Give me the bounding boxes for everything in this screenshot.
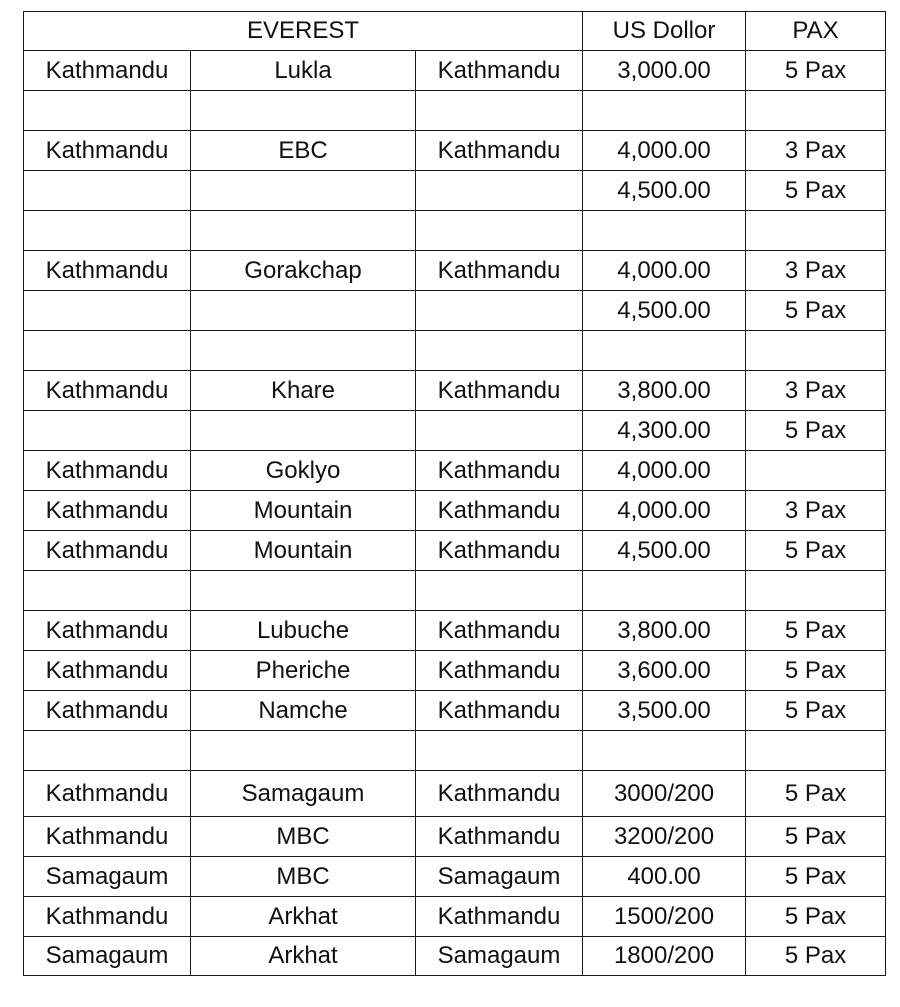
pax-cell <box>746 731 886 771</box>
price-cell: 4,000.00 <box>583 491 746 531</box>
to-cell: Kathmandu <box>416 531 583 571</box>
destination-cell: Gorakchap <box>191 251 416 291</box>
from-cell: Kathmandu <box>24 451 191 491</box>
from-cell: Kathmandu <box>24 371 191 411</box>
pax-cell: 3 Pax <box>746 251 886 291</box>
destination-cell <box>191 211 416 251</box>
to-cell: Kathmandu <box>416 771 583 817</box>
pax-cell: 5 Pax <box>746 531 886 571</box>
destination-cell <box>191 91 416 131</box>
price-cell: 1500/200 <box>583 897 746 937</box>
table-row <box>24 371 886 411</box>
to-cell: Samagaum <box>416 857 583 897</box>
to-cell: Samagaum <box>416 937 583 976</box>
destination-cell: EBC <box>191 131 416 171</box>
header-row <box>24 12 886 51</box>
price-cell: 3,800.00 <box>583 371 746 411</box>
price-cell <box>583 91 746 131</box>
to-cell: Kathmandu <box>416 251 583 291</box>
from-cell: Kathmandu <box>24 491 191 531</box>
to-cell <box>416 331 583 371</box>
from-cell <box>24 331 191 371</box>
pax-cell: 5 Pax <box>746 171 886 211</box>
to-cell: Kathmandu <box>416 131 583 171</box>
table-row <box>24 771 886 817</box>
price-header: US Dollor <box>583 12 746 51</box>
price-cell: 3,600.00 <box>583 651 746 691</box>
from-cell <box>24 171 191 211</box>
from-cell <box>24 411 191 451</box>
helicopter-fare-table <box>23 11 886 976</box>
to-cell <box>416 571 583 611</box>
price-cell: 4,500.00 <box>583 291 746 331</box>
price-cell: 4,500.00 <box>583 531 746 571</box>
table-row <box>24 411 886 451</box>
pax-cell: 5 Pax <box>746 817 886 857</box>
table-row <box>24 131 886 171</box>
destination-cell: Khare <box>191 371 416 411</box>
to-cell: Kathmandu <box>416 51 583 91</box>
pax-cell: 3 Pax <box>746 131 886 171</box>
table-row <box>24 171 886 211</box>
table-row <box>24 91 886 131</box>
to-cell: Kathmandu <box>416 817 583 857</box>
pax-cell: 5 Pax <box>746 691 886 731</box>
destination-cell: Mountain <box>191 531 416 571</box>
table-row <box>24 611 886 651</box>
to-cell <box>416 411 583 451</box>
pax-cell: 3 Pax <box>746 491 886 531</box>
price-cell: 4,000.00 <box>583 451 746 491</box>
from-cell <box>24 291 191 331</box>
from-cell: Kathmandu <box>24 131 191 171</box>
price-cell: 4,300.00 <box>583 411 746 451</box>
to-cell <box>416 171 583 211</box>
from-cell <box>24 91 191 131</box>
price-cell: 1800/200 <box>583 937 746 976</box>
destination-cell: MBC <box>191 817 416 857</box>
to-cell <box>416 211 583 251</box>
price-cell: 4,000.00 <box>583 131 746 171</box>
table-row <box>24 817 886 857</box>
from-cell: Kathmandu <box>24 531 191 571</box>
destination-cell <box>191 331 416 371</box>
to-cell <box>416 91 583 131</box>
to-cell: Kathmandu <box>416 897 583 937</box>
from-cell: Kathmandu <box>24 251 191 291</box>
pax-cell: 5 Pax <box>746 771 886 817</box>
destination-cell <box>191 411 416 451</box>
pax-cell <box>746 331 886 371</box>
from-cell: Kathmandu <box>24 897 191 937</box>
price-cell <box>583 211 746 251</box>
destination-cell: Arkhat <box>191 937 416 976</box>
from-cell: Kathmandu <box>24 691 191 731</box>
from-cell: Kathmandu <box>24 651 191 691</box>
destination-cell: Lukla <box>191 51 416 91</box>
price-cell: 3,500.00 <box>583 691 746 731</box>
from-cell <box>24 571 191 611</box>
destination-cell <box>191 171 416 211</box>
pax-header: PAX <box>746 12 886 51</box>
pax-cell: 5 Pax <box>746 411 886 451</box>
destination-cell: Pheriche <box>191 651 416 691</box>
from-cell <box>24 731 191 771</box>
table-row <box>24 51 886 91</box>
to-cell: Kathmandu <box>416 451 583 491</box>
pax-cell: 5 Pax <box>746 651 886 691</box>
destination-cell: Lubuche <box>191 611 416 651</box>
table-row <box>24 937 886 976</box>
fare-table-body <box>24 12 886 976</box>
pax-cell <box>746 211 886 251</box>
from-cell <box>24 211 191 251</box>
table-row <box>24 291 886 331</box>
price-cell <box>583 331 746 371</box>
price-cell: 400.00 <box>583 857 746 897</box>
to-cell <box>416 291 583 331</box>
table-row <box>24 251 886 291</box>
table-row <box>24 331 886 371</box>
table-row <box>24 451 886 491</box>
pax-cell: 5 Pax <box>746 291 886 331</box>
pax-cell <box>746 91 886 131</box>
pax-cell: 5 Pax <box>746 937 886 976</box>
destination-cell: Namche <box>191 691 416 731</box>
table-row <box>24 211 886 251</box>
pax-cell: 5 Pax <box>746 611 886 651</box>
table-row <box>24 857 886 897</box>
destination-cell: MBC <box>191 857 416 897</box>
table-row <box>24 691 886 731</box>
destination-cell: Arkhat <box>191 897 416 937</box>
table-row <box>24 651 886 691</box>
destination-cell: Samagaum <box>191 771 416 817</box>
from-cell: Kathmandu <box>24 51 191 91</box>
to-cell: Kathmandu <box>416 691 583 731</box>
table-row <box>24 531 886 571</box>
pax-cell: 5 Pax <box>746 897 886 937</box>
price-cell: 3000/200 <box>583 771 746 817</box>
pax-cell: 5 Pax <box>746 51 886 91</box>
destination-cell: Mountain <box>191 491 416 531</box>
from-cell: Kathmandu <box>24 771 191 817</box>
table-row <box>24 571 886 611</box>
price-cell: 4,500.00 <box>583 171 746 211</box>
price-cell <box>583 571 746 611</box>
from-cell: Samagaum <box>24 937 191 976</box>
to-cell: Kathmandu <box>416 651 583 691</box>
pax-cell: 5 Pax <box>746 857 886 897</box>
to-cell: Kathmandu <box>416 371 583 411</box>
price-cell: 3200/200 <box>583 817 746 857</box>
destination-cell: Goklyo <box>191 451 416 491</box>
destination-cell <box>191 291 416 331</box>
to-cell <box>416 731 583 771</box>
table-row <box>24 897 886 937</box>
price-cell: 3,000.00 <box>583 51 746 91</box>
price-cell <box>583 731 746 771</box>
table-row <box>24 491 886 531</box>
price-cell: 4,000.00 <box>583 251 746 291</box>
pax-cell <box>746 571 886 611</box>
from-cell: Samagaum <box>24 857 191 897</box>
table-row <box>24 731 886 771</box>
to-cell: Kathmandu <box>416 611 583 651</box>
region-header: EVEREST <box>24 12 583 51</box>
destination-cell <box>191 731 416 771</box>
price-cell: 3,800.00 <box>583 611 746 651</box>
destination-cell <box>191 571 416 611</box>
from-cell: Kathmandu <box>24 611 191 651</box>
to-cell: Kathmandu <box>416 491 583 531</box>
from-cell: Kathmandu <box>24 817 191 857</box>
pax-cell <box>746 451 886 491</box>
pax-cell: 3 Pax <box>746 371 886 411</box>
